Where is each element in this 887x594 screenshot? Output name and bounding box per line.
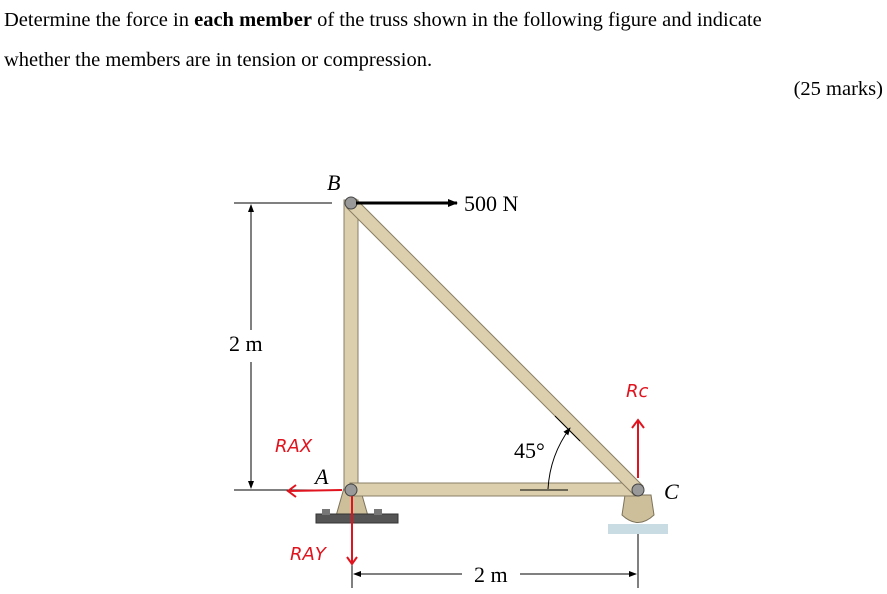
node-b-label: B xyxy=(327,170,341,195)
width-dim-label: 2 m xyxy=(474,562,508,587)
marks-label: (25 marks) xyxy=(793,78,883,100)
pin-c xyxy=(632,484,644,496)
pin-a xyxy=(345,484,357,496)
question-bold: each member xyxy=(194,9,312,31)
angle-label: 45° xyxy=(514,438,545,463)
pin-b xyxy=(345,197,357,209)
support-c xyxy=(608,495,668,534)
question-line2: whether the members are in tension or compression. xyxy=(4,49,433,71)
reaction-c-label: Rc xyxy=(626,381,649,402)
height-dim-label: 2 m xyxy=(229,331,263,356)
reaction-ax-label: RAX xyxy=(275,436,313,457)
member-ac xyxy=(350,483,638,496)
member-ab xyxy=(344,200,358,490)
node-a-label: A xyxy=(315,464,329,489)
node-c-label: C xyxy=(664,479,679,504)
member-bc xyxy=(347,199,643,495)
question-part2: of the truss shown in the following figure and indicate xyxy=(311,9,762,31)
reaction-ay-label: RAY xyxy=(290,544,326,565)
question-part1: Determine the force in xyxy=(4,9,195,31)
load-label: 500 N xyxy=(464,191,519,216)
reaction-c-arrow xyxy=(632,420,644,478)
